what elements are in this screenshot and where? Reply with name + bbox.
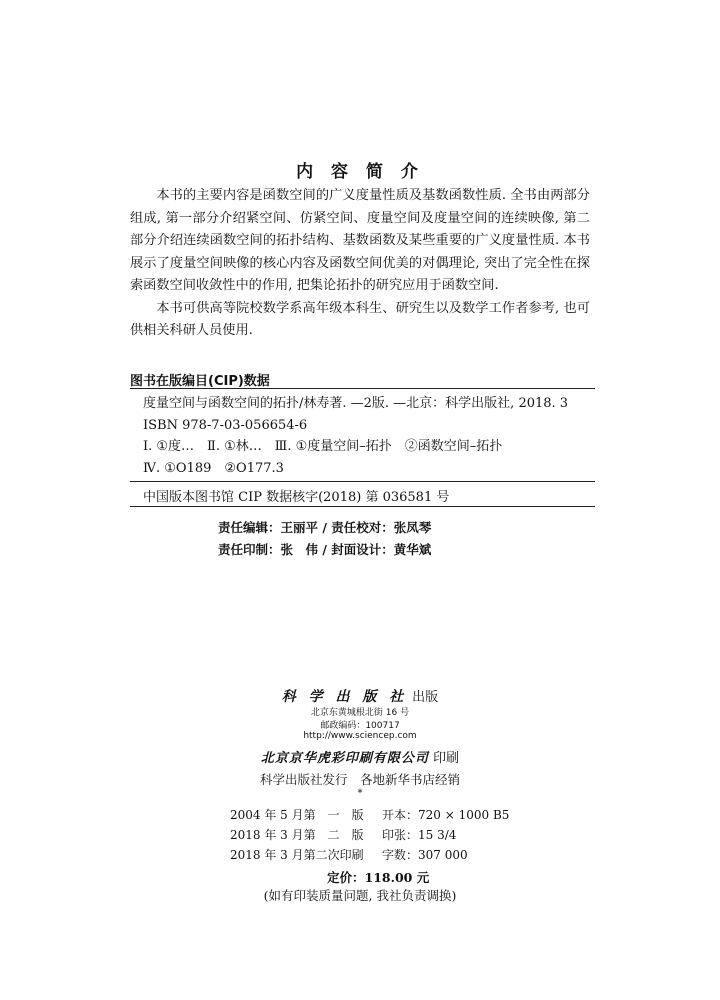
edition-3-wordcount: 字数：307 000 xyxy=(382,848,468,862)
cip-top-rule xyxy=(130,388,595,389)
cip-heading: 图书在版编目(CIP)数据 xyxy=(130,374,270,389)
printer-line xyxy=(0,747,720,766)
separator-star: * xyxy=(357,788,363,799)
quality-note: (如有印装质量问题, 我社负责调换) xyxy=(263,888,457,903)
summary-paragraph-2: 本书可供高等院校数学系高年级本科生、研究生以及数学工作者参考, 也可供相关科研人员使用. xyxy=(130,300,590,338)
summary-title: 内 容 简 介 xyxy=(296,162,424,182)
publisher-line xyxy=(0,686,720,706)
publisher-name: 科 学 出 版 社 xyxy=(281,689,408,705)
edition-2-sheets: 印张：15 3/4 xyxy=(382,828,457,842)
staff-line-editors: 责任编辑：王丽平 / 责任校对：张凤琴 xyxy=(218,520,432,535)
publisher-address: 北京东黄城根北街 16 号 xyxy=(310,708,410,718)
publish-word: 出版 xyxy=(412,690,439,705)
print-word: 印刷 xyxy=(433,751,460,766)
edition-line-3 xyxy=(230,846,468,863)
cip-middle-rule xyxy=(130,481,595,482)
edition-1-format: 开本：720 × 1000 B5 xyxy=(382,808,510,822)
publisher-postcode: 邮政编码：100717 xyxy=(320,721,400,731)
edition-1-date: 2004 年 5 月第 一 版 xyxy=(230,808,364,822)
edition-2-date: 2018 年 3 月第 二 版 xyxy=(230,828,364,842)
publisher-url: http://www.sciencep.com xyxy=(303,731,417,741)
cip-line-isbn: ISBN 978-7-03-056654-6 xyxy=(143,417,308,433)
edition-3-date: 2018 年 3 月第二次印刷 xyxy=(230,848,364,862)
summary-paragraph-1: 本书的主要内容是函数空间的广义度量性质及基数函数性质. 全书由两部分组成, 第一部分介绍紧空间、仿紧空间、度量空间及度量空间的连续映像, 第二部分介绍连续函数空间的拓扑结构、基数函数及某些重要的广义度量性质. 本书展示了度量空间映像的核心内容及函数空间优美的对偶理论, 突出了完全性在探索函数空间收敛性中的作用, 把集论拓扑的研究应用于函数空间. xyxy=(130,188,590,293)
cip-record xyxy=(143,393,593,479)
staff-line-production: 责任印制：张 伟 / 封面设计：黄华斌 xyxy=(218,542,432,557)
cip-line-classification: Ⅳ. ①O189 ②O177.3 xyxy=(143,460,284,476)
summary-text xyxy=(130,185,590,343)
edition-line-2 xyxy=(230,826,456,843)
distribution-line: 科学出版社发行 各地新华书店经销 xyxy=(259,772,460,787)
cip-line-subjects: Ⅰ. ①度… Ⅱ. ①林… Ⅲ. ①度量空间–拓扑 ②函数空间–拓扑 xyxy=(143,439,503,454)
price: 定价：118.00 元 xyxy=(327,870,430,885)
cip-line-title: 度量空间与函数空间的拓扑/林寿著. —2版. —北京：科学出版社, 2018. 3 xyxy=(143,396,569,411)
cip-bottom-rule xyxy=(130,506,595,507)
edition-line-1 xyxy=(230,806,509,823)
printer-name: 北京京华虎彩印刷有限公司 xyxy=(260,751,429,766)
cip-data-number: 中国版本图书馆 CIP 数据核字(2018) 第 036581 号 xyxy=(143,490,450,505)
